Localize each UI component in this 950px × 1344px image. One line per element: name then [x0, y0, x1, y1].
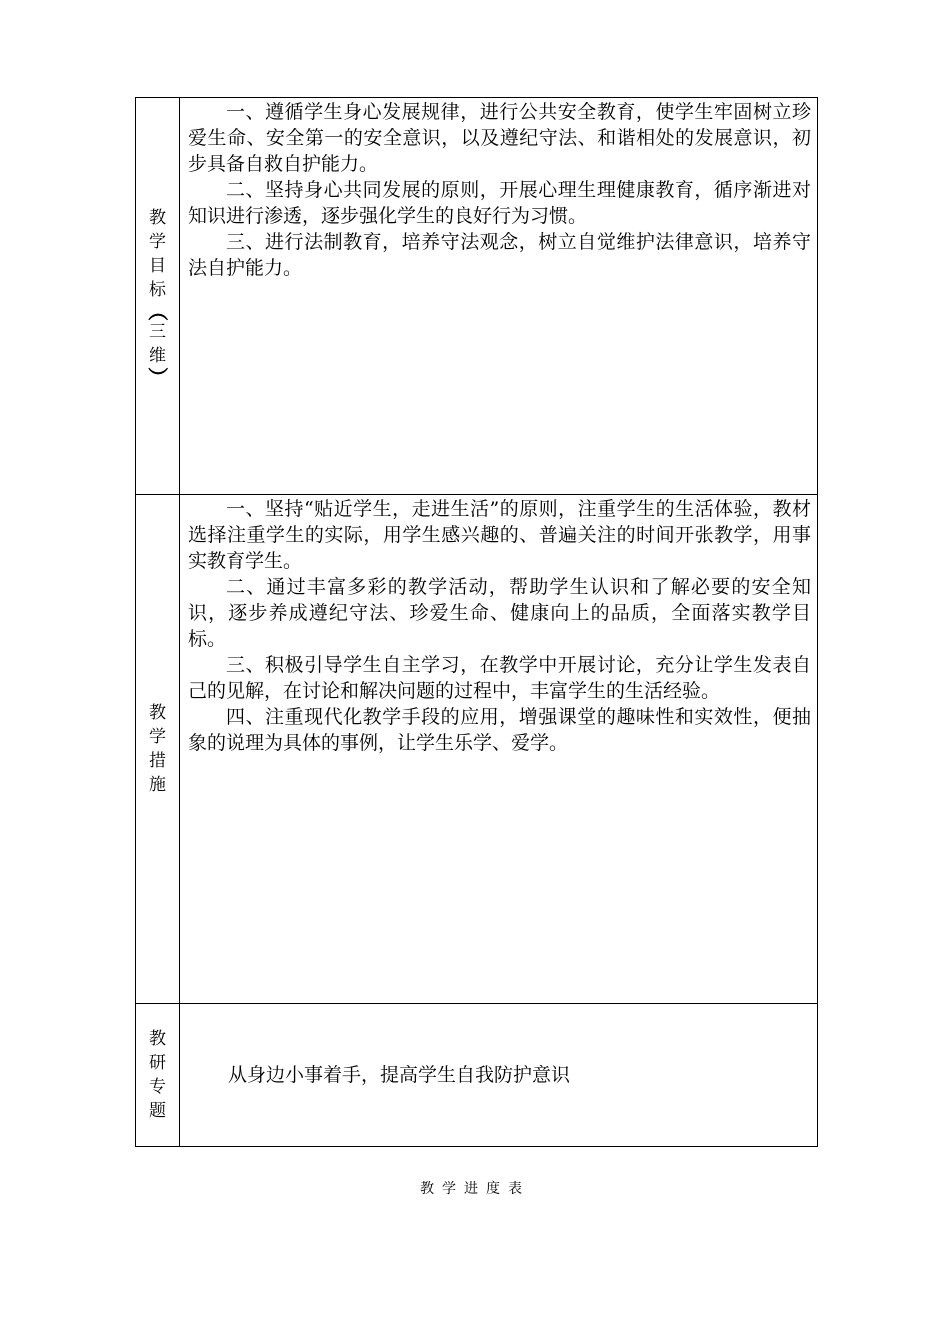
- goals-paragraph: 一、遵循学生身心发展规律，进行公共安全教育，使学生牢固树立珍爱生命、安全第一的安全意识，以及遵纪守法、和谐相处的发展意识，初步具备自救自护能力。: [188, 101, 811, 175]
- goals-label-char: 三: [149, 322, 166, 342]
- measures-label-char: 措: [149, 751, 166, 771]
- measures-label-char: 施: [149, 775, 166, 795]
- plan-table: [135, 97, 818, 1147]
- goals-row: [136, 98, 818, 495]
- measures-paragraph: 四、注重现代化教学手段的应用，增强课堂的趣味性和实效性，便抽象的说理为具体的事例，让学生乐学、爱学。: [188, 706, 811, 754]
- goals-label-close-paren: ）: [145, 367, 170, 387]
- schedule-title: 教学进度表: [420, 1181, 530, 1197]
- goals-label-char: 学: [149, 232, 166, 252]
- goals-paragraph: 三、进行法制教育，培养守法观念，树立自觉维护法律意识，培养守法自护能力。: [188, 231, 811, 279]
- measures-row: [136, 495, 818, 1004]
- topic-row: [136, 1004, 818, 1147]
- goals-label-char: 维: [149, 346, 166, 366]
- measures-label-char: 教: [149, 703, 166, 723]
- goals-content-cell: [180, 98, 818, 495]
- measures-label-char: 学: [149, 727, 166, 747]
- goals-label-char: 教: [149, 208, 166, 228]
- topic-label-char: 专: [149, 1077, 166, 1097]
- measures-paragraph: 一、坚持“贴近学生，走进生活”的原则，注重学生的生活体验，教材选择注重学生的实际，用学生感兴趣的、普遍关注的时间开张教学，用事实教育学生。: [188, 498, 811, 572]
- goals-paragraph: 二、坚持身心共同发展的原则，开展心理生理健康教育，循序渐进对知识进行渗透，逐步强化学生的良好行为习惯。: [188, 179, 811, 227]
- topic-label-char: 教: [149, 1029, 166, 1049]
- goals-label-cell: [136, 98, 180, 495]
- measures-paragraph: 二、通过丰富多彩的教学活动，帮助学生认识和了解必要的安全知识，逐步养成遵纪守法、珍爱生命、健康向上的品质，全面落实教学目标。: [188, 576, 811, 650]
- measures-content-cell: [180, 495, 818, 1004]
- topic-content: 从身边小事着手，提高学生自我防护意识: [180, 1004, 818, 1147]
- goals-label-char: 目: [149, 256, 166, 276]
- topic-label-char: 研: [149, 1053, 166, 1073]
- goals-label-open-paren: （: [145, 301, 170, 321]
- measures-label-cell: [136, 495, 180, 1004]
- goals-label-char: 标: [149, 280, 166, 300]
- topic-label-cell: [136, 1004, 180, 1147]
- measures-paragraph: 三、积极引导学生自主学习，在教学中开展讨论，充分让学生发表自己的见解，在讨论和解决问题的过程中，丰富学生的生活经验。: [188, 654, 811, 702]
- topic-label-char: 题: [149, 1101, 166, 1121]
